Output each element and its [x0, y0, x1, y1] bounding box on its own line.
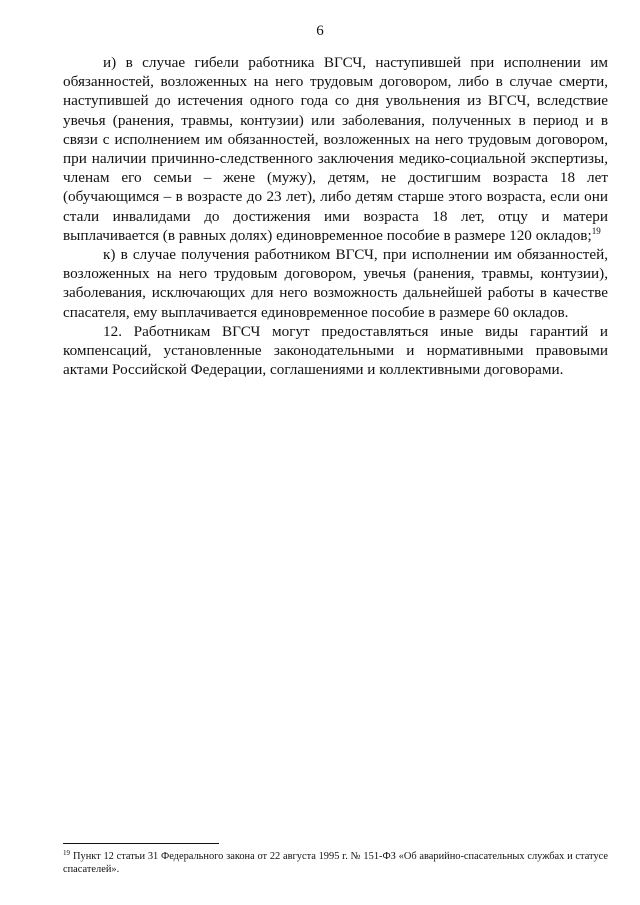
page-number: 6: [316, 23, 324, 39]
footnote: [63, 850, 608, 876]
footnote-divider: [63, 843, 219, 844]
footnote-mark: 19: [63, 848, 70, 857]
paragraph-i-text: и) в случае гибели работника ВГСЧ, наступившей при исполнении им обязанностей, возложенных на него трудовым договором, либо в случае смерти, наступившей до истечения одного года со дня увольнения из ВГСЧ, вследствие увечья (ранения, травмы, контузии) или заболевания, полученных в период и в связи с исполнением им обязанностей, возложенных на него трудовым договором, при наличии причинно-следственного заключения медико-социальной экспертизы, членам его семьи – жене (мужу), детям, не достигшим возраста 18 лет (обучающимся – в возрасте до 23 лет), либо детям старше этого возраста, если они стали инвалидами до достижения ими возраста 18 лет, отцу и матери выплачивается (в равных долях) единовременное пособие в размере 120 окладов;: [63, 54, 608, 244]
paragraph-i: [63, 53, 608, 245]
body-text: [63, 53, 608, 379]
paragraph-12: 12. Работникам ВГСЧ могут предоставляться иные виды гарантий и компенсаций, установленные законодательными и нормативными правовыми актами Российской Федерации, соглашениями и коллективными договорами.: [63, 322, 608, 379]
footnote-reference[interactable]: 19: [591, 225, 601, 236]
paragraph-k: к) в случае получения работником ВГСЧ, при исполнении им обязанностей, возложенных на него трудовым договором, увечья (ранения, травмы, контузии), заболевания, исключающих для него возможность дальнейшей работы в качестве спасателя, ему выплачивается единовременное пособие в размере 60 окладов.: [63, 246, 608, 321]
footnote-text: Пункт 12 статьи 31 Федерального закона от 22 августа 1995 г. № 151-ФЗ «Об аварийно-спасательных службах и статусе спасателей».: [63, 851, 608, 875]
